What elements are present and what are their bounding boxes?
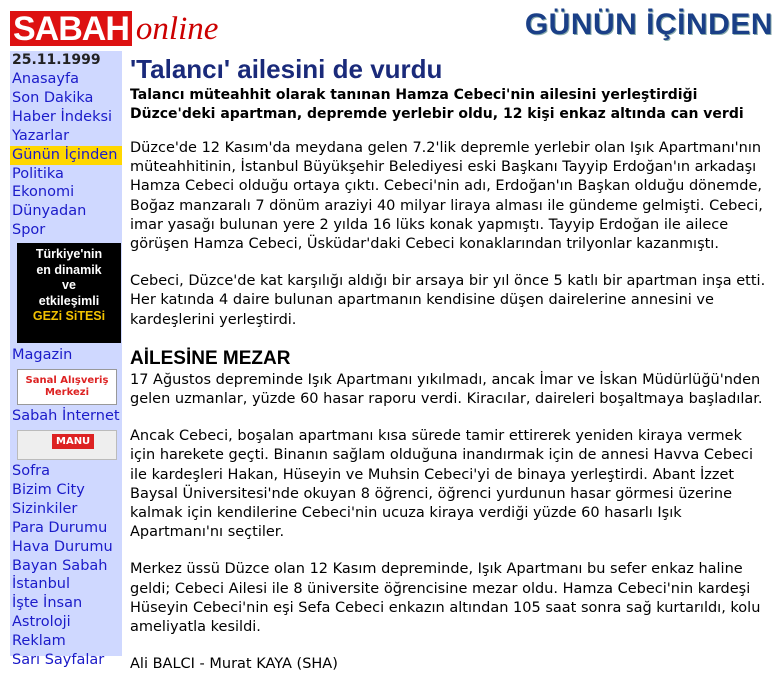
manu-banner[interactable] [17,430,117,460]
banner-line: Sanal Alışveriş [25,375,109,387]
banner-line: en dinamik [36,262,102,277]
nav-link-yazarlar[interactable]: Yazarlar [12,127,70,144]
nav-top [10,70,122,240]
logo-brand: SABAH [10,11,132,46]
nav-link-dunyadan[interactable]: Dünyadan [12,203,87,220]
nav-link-hava-durumu[interactable]: Hava Durumu [12,538,113,555]
article-subheading: AİLESİNE MEZAR [130,347,291,369]
nav-link-istanbul[interactable]: İstanbul [12,576,71,593]
spacer [130,409,770,427]
nav-link-politika[interactable]: Politika [12,165,64,182]
nav-mid2 [10,407,122,426]
nav-link-anasayfa[interactable]: Anasayfa [12,71,80,87]
nav-link-iste-insan[interactable]: İşte İnsan [12,595,83,612]
article-byline: Ali BALCI - Murat KAYA (SHA) [130,656,338,673]
sidebar [10,51,122,669]
nav-link-spor[interactable]: Spor [12,222,46,239]
banner-line: Merkezi [44,387,90,399]
spacer [130,124,770,139]
nav-link-magazin[interactable]: Magazin [12,347,73,364]
article-title: 'Talancı' ailesini de vurdu [130,54,443,84]
nav-link-sari-sayfalar[interactable]: Sarı Sayfalar [12,652,105,669]
article-paragraph: Ancak Cebeci, boşalan apartmanı kısa sürede tamir ettirerek yeniden kiraya vermek için harekete geçti. Binanın sağlam olduğuna inandırmak için de annesi Havva Cebeci ile kardeşleri Hakan, Hüseyin ve Muhsin Cebeci'yi de binaya yerleştirdi. Abant İzzet Baysal Üniversitesi'nde okuyan 8 öğrenci, öğrenci yurdunun hasar görmesi üzerine kalmak için kendilerine Cebeci'nin ucuza kiraya verdiği yüzde 60 hasarlı Işık Apartmanı'nı seçtiler. [130,428,754,541]
nav-bottom [10,462,122,670]
nav-link-reklam[interactable]: Reklam [12,633,66,650]
article-paragraph: Merkez üssü Düzce olan 12 Kasım depreminde, Işık Apartmanı bu sefer enkaz haline geldi; Cebeci Ailesi ile 8 üniversite öğrencisine mezar oldu. Hamza Cebeci'nin kardeşi Hüseyin Cebeci'nin eşi Sefa Cebeci enkazın altından 105 saat sonra sağ kurtarıldı, kolu ameliyatla kesildi. [130,561,761,636]
nav-link-bayan-sabah[interactable]: Bayan Sabah [12,557,108,574]
date: 25.11.1999 [12,52,101,68]
spacer [130,330,770,347]
nav-mid [10,346,122,365]
article-paragraph: Düzce'de 12 Kasım'da meydana gelen 7.2'lik depremle yerlebir olan Işık Apartmanı'nın müteahhitinin, İstanbul Büyükşehir Belediyesi eski Başkanı Tayyip Erdoğan'ın arkadaşı Hamza Cebeci olduğu ortaya çıktı. Cebeci'nin adı, Erdoğan'ın Başkan olduğu dönemde, Boğaz manzaralı 7 dönüm araziyi 40 milyar liraya alması ile gündeme gelmişti. Cebeci, imar yasağı bulunan yere 2 yılda 16 lüks konak yapmıştı. Tayyip Erdoğan ile ailece görüşen Hamza Cebeci, Üsküdar'daki Cebeci konaklarından trilyonlar kazanmıştı. [130,140,763,253]
sanal-alisveris-banner[interactable] [17,369,117,405]
logo-suffix: online [135,11,219,47]
spacer [130,542,770,560]
sabah-online-logo[interactable] [10,6,218,46]
nav-link-sofra[interactable]: Sofra [12,462,51,479]
section-title: GÜNÜN İÇİNDEN [524,8,773,41]
nav-link-bizim-city[interactable]: Bizim City [12,481,85,498]
gezi-sitesi-banner[interactable] [17,243,121,343]
nav-link-ekonomi[interactable]: Ekonomi [12,184,75,201]
banner-line: GEZi SiTESi [32,309,106,324]
spacer [130,637,770,655]
banner-line: Türkiye'nin [35,247,103,262]
nav-link-para-durumu[interactable]: Para Durumu [12,519,108,536]
nav-link-haber-indeksi[interactable]: Haber İndeksi [12,108,113,125]
article [130,53,770,674]
article-paragraph: Cebeci, Düzce'de kat karşılığı aldığı bir arsaya bir yıl önce 5 katlı bir apartman inşa etti. Her katında 4 daire bulunan apartmanın kendisine düşen dairelerine annesini ve kardeşlerini yerleştirdi. [130,273,766,328]
nav-link-sizinkiler[interactable]: Sizinkiler [12,500,78,517]
article-paragraph: 17 Ağustos depreminde Işık Apartmanı yıkılmadı, ancak İmar ve İskan Müdürlüğü'nden gelen uzmanlar, yüzde 60 hasar raporu verdi. Kiracılar, daireleri boşaltmaya başladılar. [130,371,763,408]
site-header [0,0,777,50]
nav-link-gunun-icinden[interactable]: Günün İçinden [10,146,122,165]
banner-line: etkileşimli [38,293,100,308]
nav-link-astroloji[interactable]: Astroloji [12,614,71,631]
nav-link-sabah-internet[interactable]: Sabah İnternet [12,408,120,425]
spacer [130,254,770,272]
nav-link-son-dakika[interactable]: Son Dakika [12,89,94,106]
banner-line: ve [62,278,76,293]
article-lead: Talancı müteahhit olarak tanınan Hamza Cebeci'nin ailesini yerleştirdiği Düzce'deki apartman, depremde yerlebir oldu, 12 kişi enkaz altında can verdi [130,87,744,122]
manu-label: MANU [52,434,94,449]
